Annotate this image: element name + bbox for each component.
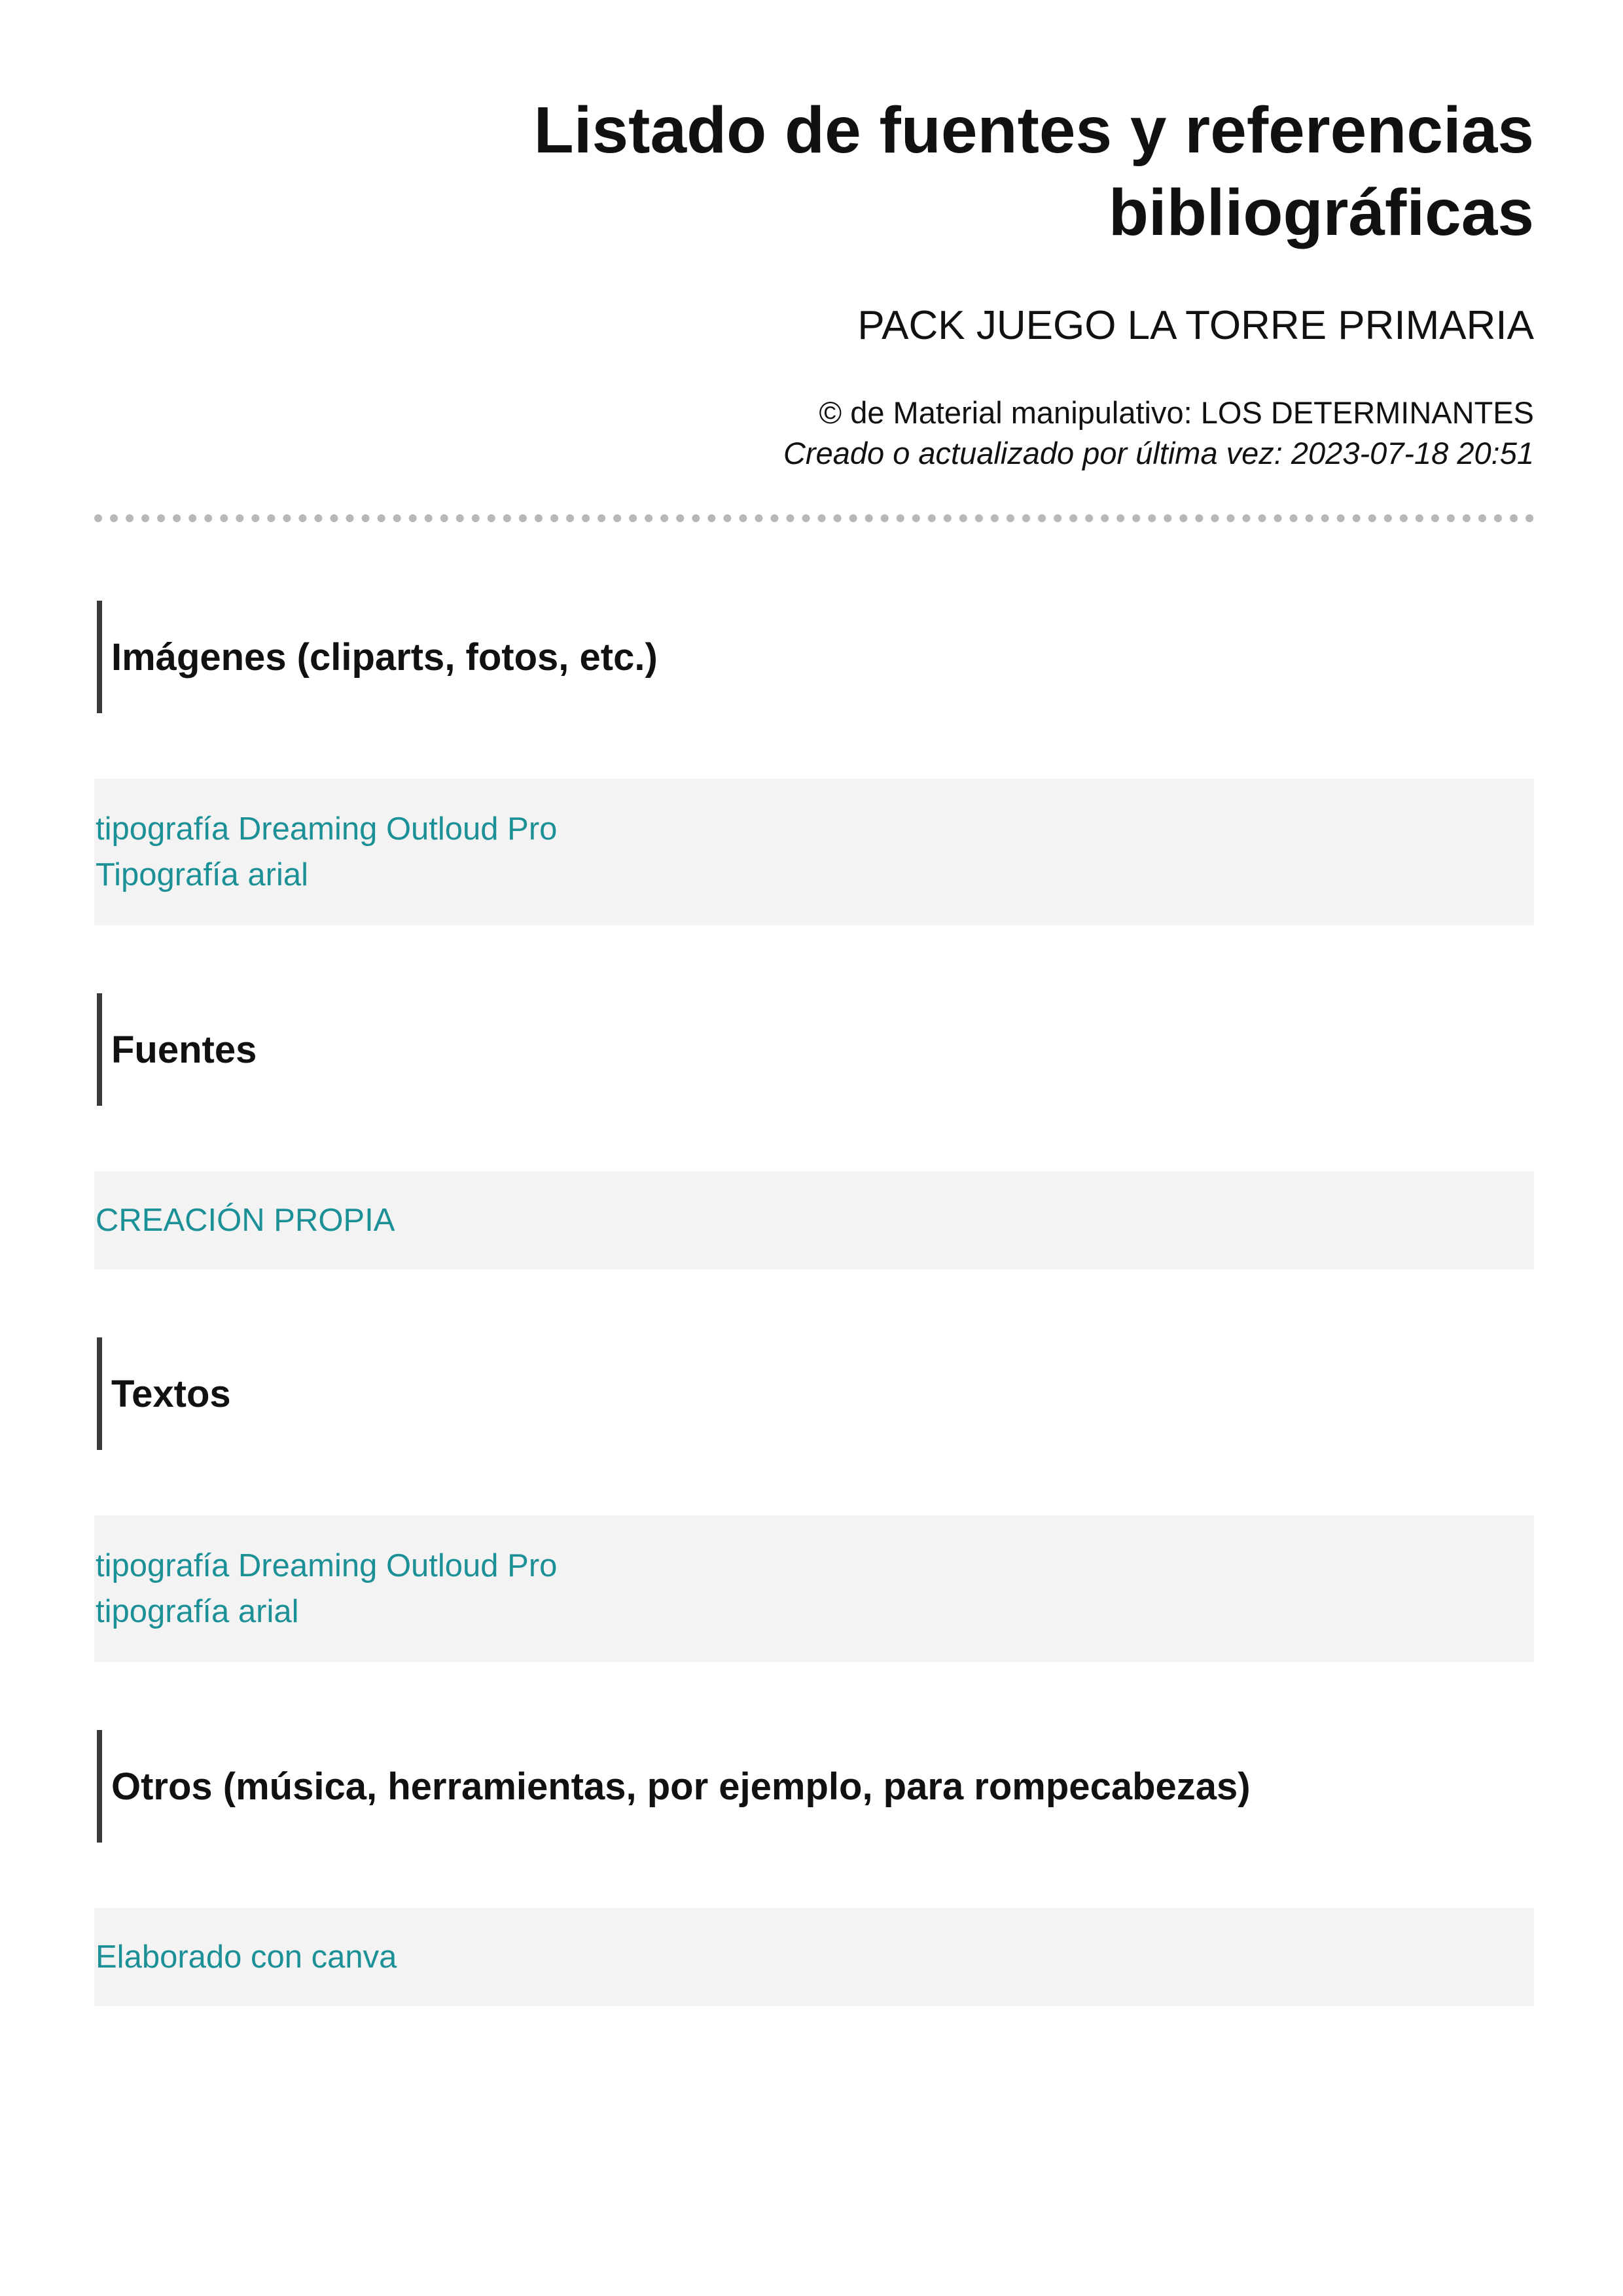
reference-link[interactable]: CREACIÓN PROPIA — [96, 1203, 395, 1238]
last-updated-timestamp: Creado o actualizado por última vez: 2023-07-18 20:51 — [783, 436, 1534, 470]
section-others — [94, 1730, 1534, 2006]
section-content-box — [94, 1908, 1534, 2006]
section-heading: Imágenes (cliparts, fotos, etc.) — [97, 601, 1534, 713]
section-heading: Otros (música, herramientas, por ejemplo, para rompecabezas) — [97, 1730, 1534, 1843]
section-content-box — [94, 1171, 1534, 1269]
page-title-line-1: Listado de fuentes y referencias — [533, 94, 1534, 167]
page-title-line-2: bibliográficas — [1108, 176, 1534, 249]
page-title — [94, 89, 1534, 254]
section-heading: Textos — [97, 1337, 1534, 1450]
dotted-divider — [94, 514, 1534, 522]
document-page — [94, 0, 1534, 2296]
reference-link[interactable]: Elaborado con canva — [96, 1939, 397, 1975]
section-texts — [94, 1337, 1534, 1662]
section-heading: Fuentes — [97, 993, 1534, 1106]
document-subtitle: PACK JUEGO LA TORRE PRIMARIA — [857, 303, 1534, 348]
document-header — [94, 0, 1534, 474]
section-images — [94, 601, 1534, 925]
section-sources — [94, 993, 1534, 1269]
reference-link[interactable]: tipografía Dreaming Outloud Pro — [96, 811, 558, 847]
section-content-box — [94, 779, 1534, 925]
section-content-box — [94, 1515, 1534, 1662]
reference-link[interactable]: tipografía arial — [96, 1594, 299, 1629]
copyright-notice: © de Material manipulativo: LOS DETERMINANTES — [819, 395, 1534, 430]
reference-link[interactable]: Tipografía arial — [96, 857, 309, 892]
reference-link[interactable]: tipografía Dreaming Outloud Pro — [96, 1548, 558, 1583]
